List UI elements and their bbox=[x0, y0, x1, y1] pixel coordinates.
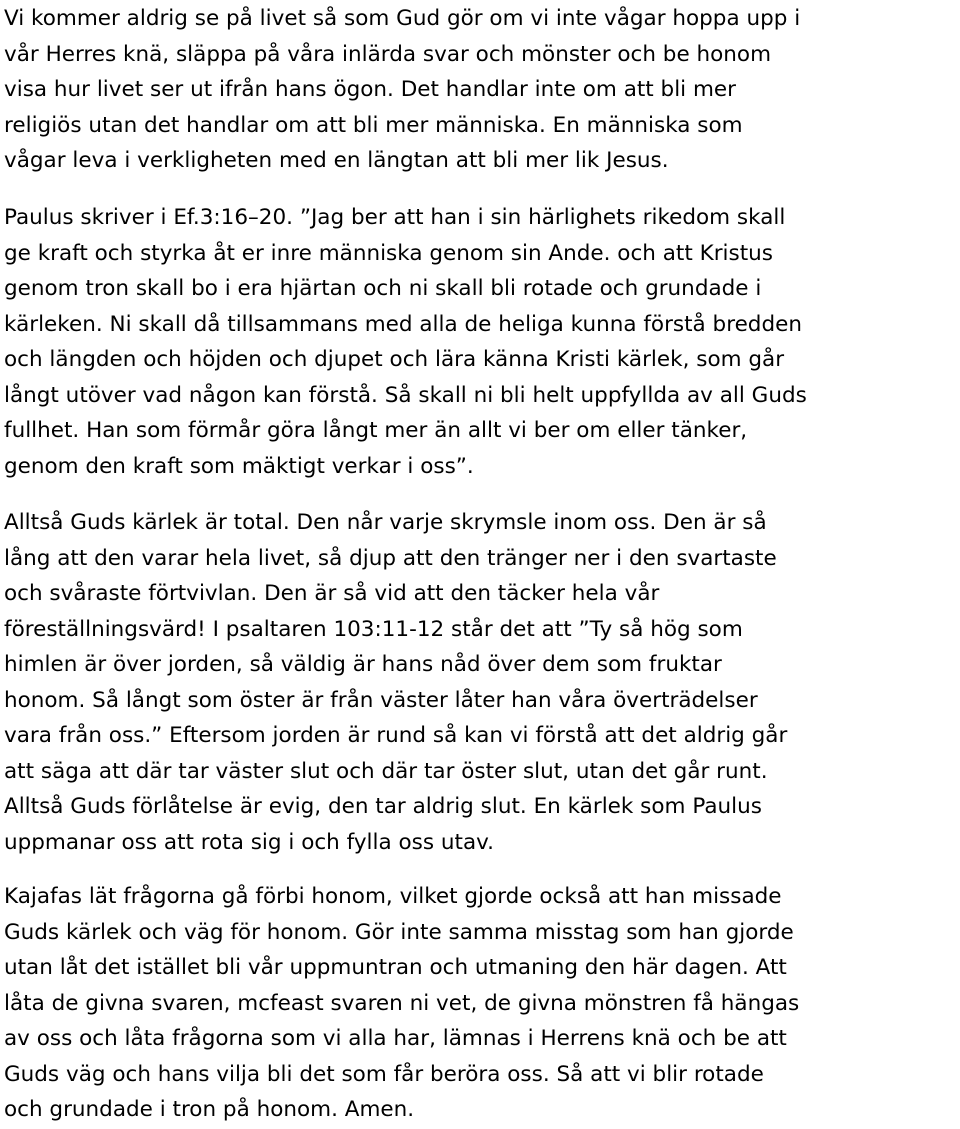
paragraph-line: genom tron skall bo i era hjärtan och ni skall bli rotade och grundade i bbox=[4, 276, 762, 301]
paragraph-line: religiös utan det handlar om att bli mer människa. En människa som bbox=[4, 112, 743, 138]
paragraph-2 bbox=[4, 200, 807, 484]
paragraph-line: Vi kommer aldrig se på livet så som Gud gör om vi inte vågar hoppa upp i bbox=[4, 6, 801, 31]
paragraph-line: Guds kärlek och väg för honom. Gör inte samma misstag som han gjorde bbox=[4, 919, 794, 945]
paragraph-line: Alltså Guds kärlek är total. Den når varje skrymsle inom oss. Den är så bbox=[4, 510, 767, 535]
paragraph-1 bbox=[4, 1, 800, 179]
paragraph-line: ge kraft och styrka åt er inre människa genom sin Ande. och att Kristus bbox=[4, 240, 773, 266]
paragraph-line: långt utöver vad någon kan förstå. Så skall ni bli helt uppfyllda av all Guds bbox=[4, 382, 807, 408]
paragraph-line: Paulus skriver i Ef.3:16–20. ”Jag ber att han i sin härlighets rikedom skall bbox=[4, 205, 786, 230]
paragraph-line: utan låt det istället bli vår uppmuntran och utmaning den här dagen. Att bbox=[4, 955, 787, 980]
paragraph-line: genom den kraft som mäktigt verkar i oss”. bbox=[4, 453, 474, 479]
paragraph-line: honom. Så långt som öster är från väster låter han våra överträdelser bbox=[4, 687, 758, 713]
paragraph-line: fullhet. Han som förmår göra långt mer än allt vi ber om eller tänker, bbox=[4, 418, 748, 443]
paragraph-line: låta de givna svaren, mcfeast svaren ni vet, de givna mönstren få hängas bbox=[4, 990, 800, 1016]
paragraph-line: att säga att där tar väster slut och där tar öster slut, utan det går runt. bbox=[4, 758, 768, 784]
paragraph-line: Guds väg och hans vilja bli det som får beröra oss. Så att vi blir rotade bbox=[4, 1061, 764, 1087]
paragraph-line: och svåraste förtvivlan. Den är så vid att den täcker hela vår bbox=[4, 581, 660, 606]
paragraph-line: vår Herres knä, släppa på våra inlärda svar och mönster och be honom bbox=[4, 41, 772, 67]
paragraph-line: föreställningsvärd! I psaltaren 103:11-12 står det att ”Ty så hög som bbox=[4, 616, 743, 642]
paragraph-line: uppmanar oss att rota sig i och fylla oss utav. bbox=[4, 829, 495, 855]
paragraph-line: lång att den varar hela livet, så djup att den tränger ner i den svartaste bbox=[4, 545, 777, 571]
paragraph-line: Kajafas lät frågorna gå förbi honom, vilket gjorde också att han missade bbox=[4, 884, 782, 909]
paragraph-line: Alltså Guds förlåtelse är evig, den tar aldrig slut. En kärlek som Paulus bbox=[4, 794, 762, 819]
paragraph-line: och längden och höjden och djupet och lära känna Kristi kärlek, som går bbox=[4, 347, 785, 372]
paragraph-line: himlen är över jorden, så väldig är hans nåd över dem som fruktar bbox=[4, 652, 722, 677]
paragraph-3 bbox=[4, 505, 787, 860]
paragraph-line: vara från oss.” Eftersom jorden är rund så kan vi förstå att det aldrig går bbox=[4, 723, 788, 748]
paragraph-line: visa hur livet ser ut ifrån hans ögon. Det handlar inte om att bli mer bbox=[4, 77, 736, 102]
paragraph-4 bbox=[4, 879, 799, 1128]
paragraph-line: och grundade i tron på honom. Amen. bbox=[4, 1097, 415, 1122]
paragraph-line: kärleken. Ni skall då tillsammans med alla de heliga kunna förstå bredden bbox=[4, 311, 802, 337]
paragraph-line: av oss och låta frågorna som vi alla har, lämnas i Herrens knä och be att bbox=[4, 1026, 787, 1051]
paragraph-line: vågar leva i verkligheten med en längtan att bli mer lik Jesus. bbox=[4, 148, 669, 173]
